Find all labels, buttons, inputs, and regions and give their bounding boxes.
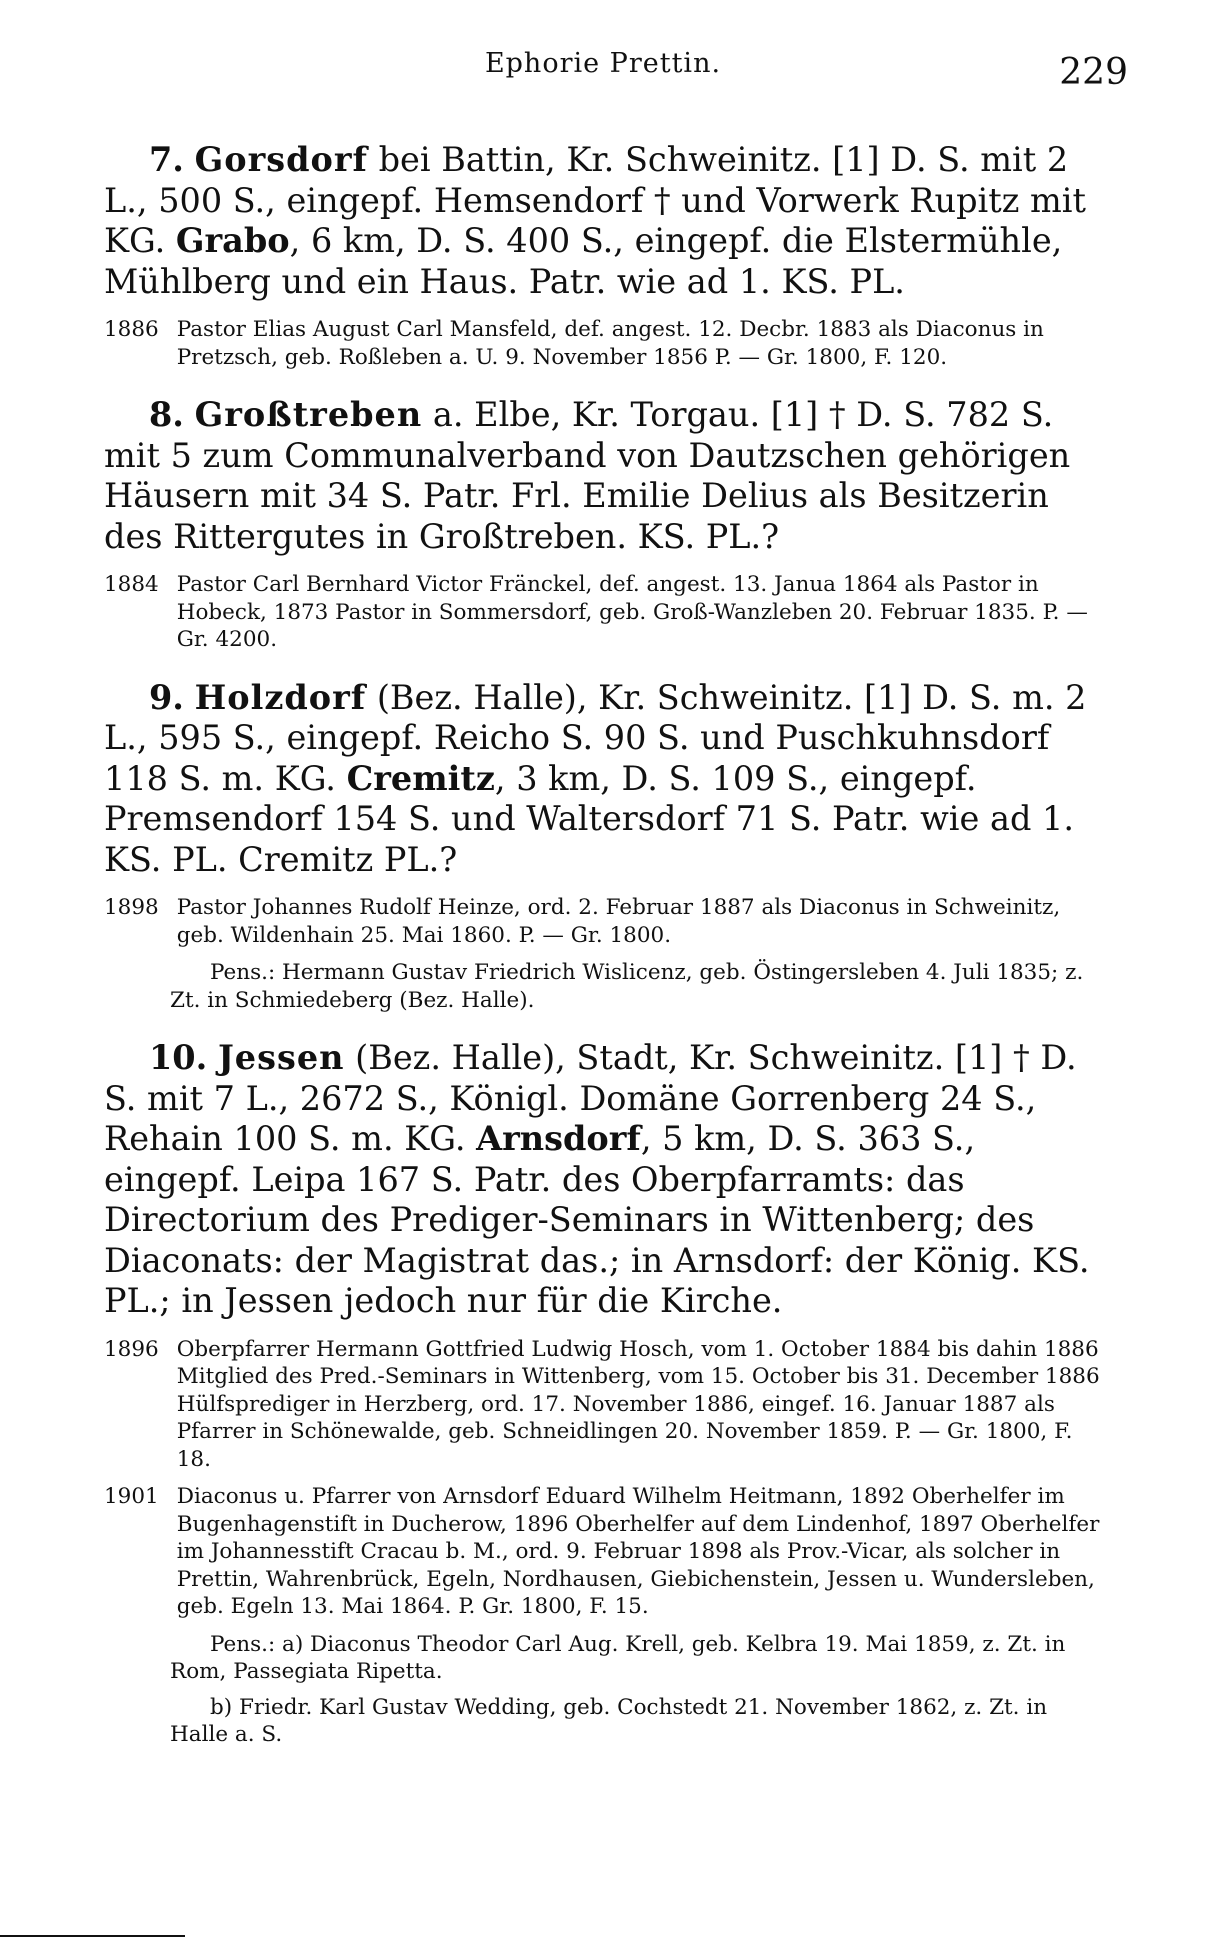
pastor-year: 1898	[104, 895, 159, 920]
pastor-year: 1884	[104, 572, 159, 597]
pastor-text: Oberpfarrer Hermann Gottfried Ludwig Hosch, vom 1. October 1884 bis dahin 1886 Mitglied des Pred.-Seminars in Wittenberg, vom 15. October bis 31. December 1886 Hülfsprediger in Herzberg, ord. 17. November 1886, eingef. 16. Januar 1887 als Pfarrer in Schönewalde, geb. Schneidlingen 20. November 1859. P. — Gr. 1800, F. 18.	[176, 1336, 1100, 1472]
parish-name: Gorsdorf	[194, 140, 368, 179]
pastor-record	[104, 894, 1110, 949]
pastor-text: Pastor Carl Bernhard Victor Fränckel, def. angest. 13. Janua 1864 als Pastor in Hobeck, 1873 Pastor in Sommersdorf, geb. Groß-Wanzleben 20. Februar 1835. P. — Gr. 4200.	[176, 572, 1088, 652]
entry-number: 8.	[149, 395, 184, 434]
page-body	[104, 140, 1110, 1749]
parish-description: (Bez. Halle), Kr. Schweinitz. [1] D. S. m. 2 L., 595 S., eingepf. Reicho S. 90 S. und Puschkuhnsdorf 118 S. m. KG.	[104, 677, 1087, 798]
pension-note: Pens.: Hermann Gustav Friedrich Wislicenz, geb. Östingersleben 4. Juli 1835; z. Zt. in Schmiedeberg (Bez. Halle).	[170, 960, 1084, 1013]
filial-name: Cremitz	[346, 758, 495, 798]
entry-number: 10.	[149, 1038, 208, 1077]
parish-entry-grosstreben	[104, 395, 1110, 557]
pastor-year: 1896	[104, 1336, 159, 1362]
parish-description: a. Elbe, Kr. Torgau. [1] † D. S. 782 S. mit 5 zum Communalverband von Dautzschen gehörigen Häusern mit 34 S. Patr. Frl. Emilie Delius als Besitzerin des Rittergutes in Großtreben. KS. PL.?	[104, 395, 1071, 556]
pastor-year: 1886	[104, 317, 159, 342]
parish-description: (Bez. Halle), Stadt, Kr. Schweinitz. [1] † D. S. mit 7 L., 2672 S., Königl. Domäne Gorrenberg 24 S., Rehain 100 S. m. KG.	[104, 1038, 1077, 1158]
pastor-text: Diaconus u. Pfarrer von Arnsdorf Eduard Wilhelm Heitmann, 1892 Oberhelfer im Bugenhagenstift in Ducherow, 1896 Oberhelfer auf dem Lindenhof, 1897 Oberhelfer im Johannesstift Cracau b. M., ord. 9. Februar 1898 als Prov.-Vicar, als solcher in Prettin, Wahrenbrück, Egeln, Nordhausen, Giebichenstein, Jessen u. Wundersleben, geb. Egeln 13. Mai 1864. P. Gr. 1800, F. 15.	[176, 1484, 1100, 1619]
entry-number: 9.	[149, 677, 184, 717]
filial-name: Grabo	[175, 221, 290, 260]
parish-description: bei Battin, Kr. Schweinitz. [1] D. S. mit 2 L., 500 S., eingepf. Hemsendorf † und Vorwerk Rupitz mit KG.	[104, 140, 1086, 260]
parish-entry-gorsdorf	[104, 140, 1110, 302]
parish-name: Jessen	[217, 1038, 345, 1077]
filial-description: , 5 km, D. S. 363 S., eingepf. Leipa 167 S. Patr. des Oberpfarramts: das Directorium des Prediger-Seminars in Wittenberg; des Diaconats: der Magistrat das.; in Arnsdorf: der König. KS. PL.; in Jessen jedoch nur für die Kirche.	[104, 1119, 1090, 1320]
pastor-record	[104, 316, 1110, 371]
parish-name: Holzdorf	[194, 677, 367, 717]
entry-number: 7.	[149, 140, 184, 179]
pastor-record	[104, 1336, 1110, 1474]
filial-description: , 3 km, D. S. 109 S., eingepf. Premsendorf 154 S. und Waltersdorf 71 S. Patr. wie ad 1. KS. PL. Cremitz PL.?	[104, 758, 1074, 879]
pastor-text: Pastor Elias August Carl Mansfeld, def. angest. 12. Decbr. 1883 als Diaconus in Pretzsch, geb. Roßleben a. U. 9. November 1856 P. — Gr. 1800, F. 120.	[176, 317, 1044, 370]
pension-note: b) Friedr. Karl Gustav Wedding, geb. Cochstedt 21. November 1862, z. Zt. in Halle a. S.	[170, 1694, 1048, 1747]
pastor-record	[104, 1483, 1110, 1621]
running-title: Ephorie Prettin.	[484, 48, 722, 79]
parish-entry-jessen	[104, 1038, 1110, 1322]
parish-entry-holzdorf	[104, 678, 1110, 881]
filial-description: , 6 km, D. S. 400 S., eingepf. die Elstermühle, Mühlberg und ein Haus. Patr. wie ad 1. KS. PL.	[104, 221, 1063, 301]
pastor-record	[104, 571, 1110, 654]
pastor-text: Pastor Johannes Rudolf Heinze, ord. 2. Februar 1887 als Diaconus in Schweinitz, geb. Wildenhain 25. Mai 1860. P. — Gr. 1800.	[176, 895, 1061, 948]
footnote-rule	[0, 1935, 185, 1937]
filial-name: Arnsdorf	[476, 1119, 641, 1158]
parish-name: Großtreben	[194, 395, 423, 434]
pastor-year: 1901	[104, 1484, 159, 1509]
pension-note: Pens.: a) Diaconus Theodor Carl Aug. Krell, geb. Kelbra 19. Mai 1859, z. Zt. in Rom, Passegiata Ripetta.	[170, 1631, 1066, 1684]
page-number: 229	[1059, 52, 1128, 93]
